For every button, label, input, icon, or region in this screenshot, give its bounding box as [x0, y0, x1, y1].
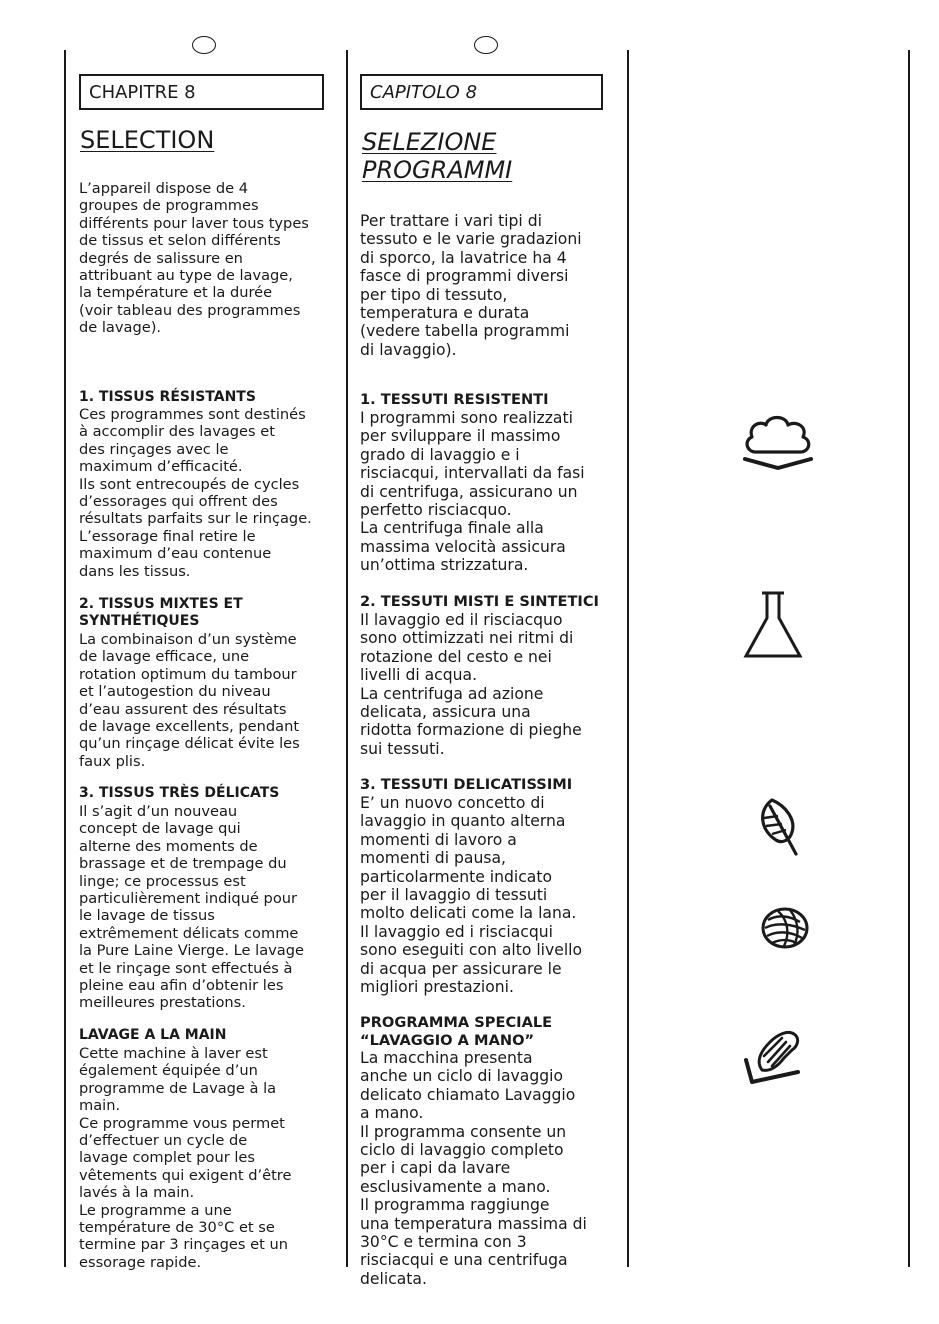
- intro-paragraph: L’appareil dispose de 4 groupes de programmes différents pour laver tous types de tissus et selon différents degrés de salissure en attribuant au type de lavage, la température et la durée (voir tableau des programmes de lavage).: [79, 180, 309, 337]
- heading-resistant: 1. TESSUTI RESISTENTI: [360, 391, 549, 408]
- language-flag-it: [474, 36, 498, 54]
- text-delicate: E’ un nuovo concetto di lavaggio in quanto alterna momenti di lavoro a momenti di pausa, particolarmente indicato per il lavaggio di tessuti molto delicati come la lana. Il lavaggio ed i risciacqui sono eseguiti con alto livello di acqua per assicurare le migliori prestazioni.: [360, 794, 583, 997]
- heading-resistant: 1. TISSUS RÉSISTANTS: [79, 389, 256, 405]
- language-flag-fr: [192, 36, 216, 54]
- text-resistant: I programmi sono realizzati per sviluppare il massimo grado di lavaggio e i risciacqui, intervallati da fasi di centrifuga, assicurano un perfetto risciacquo. La centrifuga finale alla massima velocità assicura un’ottima strizzatura.: [360, 409, 585, 575]
- text-delicate: Il s’agit d’un nouveau concept de lavage qui alterne des moments de brassage et de trempage du linge; ce processus est particulièrement indiqué pour le lavage de tissus extrêmement délicats comme la Pure Laine Vierge. Le lavage et le rinçage sont effectués à pleine eau afin d’obtenir les meilleures prestations.: [79, 803, 304, 1012]
- column-rule-right: [908, 50, 910, 1267]
- column-italian: [360, 74, 608, 1288]
- chapter-heading: CAPITOLO 8: [360, 74, 603, 110]
- heading-delicate: 3. TESSUTI DELICATISSIMI: [360, 776, 573, 793]
- text-mixed-synthetic: Il lavaggio ed il risciacquo sono ottimizzati nei ritmi di rotazione del cesto e nei livelli di acqua. La centrifuga ad azione delicata, assicura una ridotta formazione di pieghe sui tessuti.: [360, 611, 582, 758]
- synthetic-flask-icon: [742, 590, 804, 660]
- column-rule-left: [64, 50, 66, 1267]
- heading-hand-wash: PROGRAMMA SPECIALE “LAVAGGIO A MANO”: [360, 1014, 553, 1050]
- intro-paragraph: Per trattare i vari tipi di tessuto e le varie gradazioni di sporco, la lavatrice ha 4 fasce di programmi diversi per tipo di tessuto, temperatura e durata (vedere tabella programmi di lavaggio).: [360, 212, 582, 359]
- column-rule-middle-1: [346, 50, 348, 1267]
- text-resistant: Ces programmes sont destinés à accomplir des lavages et des rinçages avec le maximum d’efficacité. Ils sont entrecoupés de cycles d’essorages qui offrent des résultats parfaits sur le rinçage. L’essorage final retire le maximum d’eau contenue dans les tissus.: [79, 406, 312, 580]
- text-hand-wash: La macchina presenta anche un ciclo di lavaggio delicato chiamato Lavaggio a mano. Il programma consente un ciclo di lavaggio completo per i capi da lavare esclusivamente a mano. Il programma raggiunge una temperatura massima di 30°C e termina con 3 risciacqui e una centrifuga delicata.: [360, 1049, 587, 1288]
- text-hand-wash: Cette machine à laver est également équipée d’un programme de Lavage à la main. Ce programme vous permet d’effectuer un cycle de lavage complet pour les vêtements qui exigent d’être lavés à la main. Le programme a une température de 30°C et se termine par 3 rinçages et un essorage rapide.: [79, 1045, 292, 1271]
- heading-mixed-synthetic: 2. TISSUS MIXTES ET SYNTHÉTIQUES: [79, 596, 243, 630]
- wool-icon: [760, 906, 810, 950]
- section-title-line-2: PROGRAMMI: [362, 156, 513, 184]
- hand-wash-icon: [740, 1026, 808, 1086]
- section-title-line-1: SELEZIONE: [362, 128, 497, 156]
- heading-delicate: 3. TISSUS TRÈS DÉLICATS: [79, 785, 280, 801]
- cotton-icon: [740, 412, 816, 470]
- heading-hand-wash: LAVAGE A LA MAIN: [79, 1027, 227, 1043]
- column-french: [79, 74, 324, 1274]
- chapter-heading: CHAPITRE 8: [79, 74, 324, 110]
- text-mixed-synthetic: La combinaison d’un système de lavage efficace, une rotation optimum du tambour et l’autogestion du niveau d’eau assurent des résultats de lavage excellents, pendant qu’un rinçage délicat évite les faux plis.: [79, 631, 300, 770]
- delicate-feather-icon: [752, 796, 808, 858]
- section-title: SELECTION: [80, 126, 215, 154]
- heading-mixed-synthetic: 2. TESSUTI MISTI E SINTETICI: [360, 593, 599, 610]
- column-rule-middle-2: [627, 50, 629, 1267]
